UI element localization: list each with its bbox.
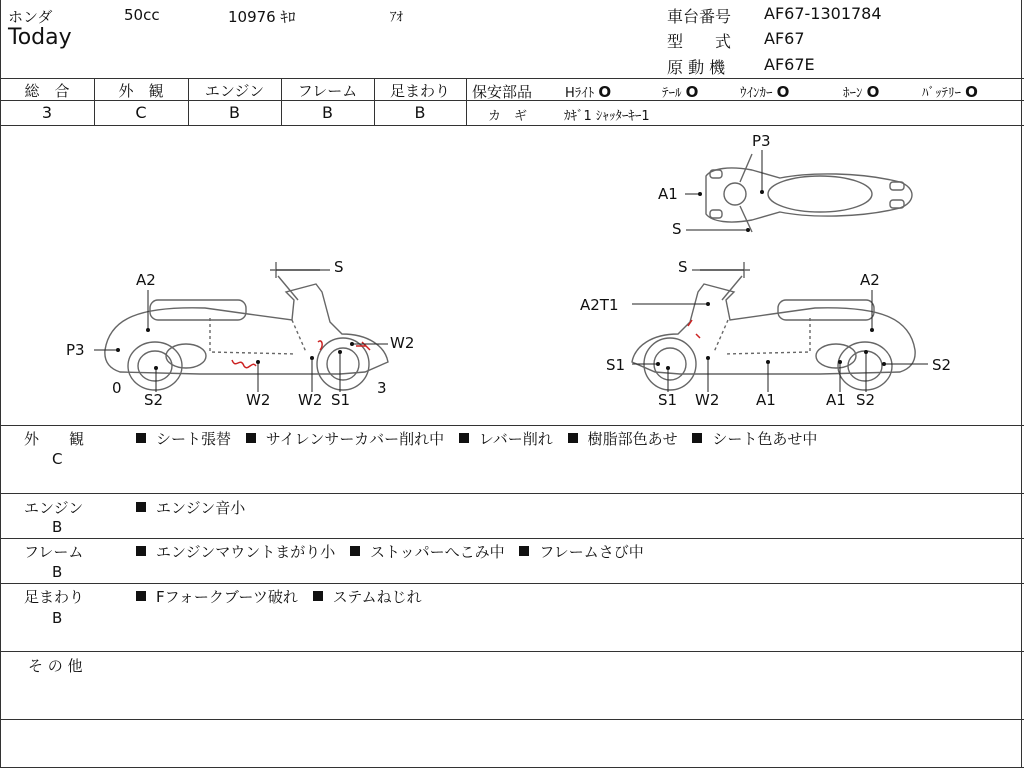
safety-horn: ﾎｰﾝ O	[843, 83, 880, 101]
chassis-label: 車台番号	[667, 7, 732, 26]
left-label-s2: S2	[144, 391, 164, 409]
note-suspension-grade: B	[52, 609, 63, 627]
model-name: Today	[8, 25, 72, 50]
right-label-s2: S2	[856, 391, 876, 409]
left-label-p3: P3	[66, 341, 85, 359]
note-other-category: そ の 他	[28, 657, 83, 675]
engine-label: 原 動 機	[667, 58, 726, 77]
grade-engine-label: エンジン	[204, 82, 265, 100]
top-label-a1: A1	[658, 185, 678, 203]
bullet-square-icon	[136, 546, 146, 556]
top-label-s: S	[672, 220, 682, 238]
note-item: サイレンサーカバー削れ中	[265, 430, 445, 448]
key-label: カ ギ	[488, 109, 528, 124]
top-label-p3: P3	[752, 132, 771, 150]
note-engine-category: エンジン	[24, 499, 84, 517]
right-label-a1: A1	[756, 391, 776, 409]
left-label-3: 3	[377, 379, 387, 397]
note-item: シート張替	[156, 430, 232, 448]
note-exterior-grade: C	[52, 450, 63, 468]
bullet-square-icon	[350, 546, 360, 556]
right-label-s1-side: S1	[606, 356, 626, 374]
bullet-square-icon	[692, 433, 702, 443]
right-label-w2: W2	[695, 391, 720, 409]
note-item: エンジン音小	[156, 499, 246, 517]
bullet-square-icon	[246, 433, 256, 443]
left-label-w2-a: W2	[246, 391, 271, 409]
note-suspension-category: 足まわり	[24, 588, 85, 606]
safety-taillight: ﾃｰﾙ O	[662, 83, 699, 101]
grade-exterior-label: 外 観	[118, 82, 164, 100]
bullet-square-icon	[136, 502, 146, 512]
grade-overall-label: 総 合	[24, 82, 70, 100]
safety-headlight: Hﾗｲﾄ O	[565, 83, 612, 101]
note-item: ステムねじれ	[332, 588, 422, 606]
left-label-a2: A2	[136, 271, 156, 289]
note-item: Fフォークブーツ破れ	[156, 588, 298, 606]
grade-engine-value: B	[229, 103, 240, 122]
grade-frame-label: フレーム	[297, 82, 358, 100]
displacement: 50cc	[124, 6, 160, 24]
grade-suspension-label: 足まわり	[389, 82, 450, 100]
mileage: 10976 ｷﾛ	[228, 8, 296, 26]
left-label-s: S	[334, 258, 344, 276]
note-item: 樹脂部色あせ	[587, 430, 678, 448]
right-label-s2-side: S2	[932, 356, 952, 374]
top-scooter-drawing	[706, 154, 912, 232]
grade-suspension-value: B	[414, 103, 426, 122]
bullet-square-icon	[136, 433, 146, 443]
note-item: レバー削れ	[478, 430, 553, 448]
grade-overall-value: 3	[41, 103, 53, 122]
right-label-a1-b: A1	[826, 391, 846, 409]
note-engine-items	[136, 497, 245, 518]
note-frame-category: フレーム	[24, 543, 84, 561]
note-item: エンジンマウントまがり小	[156, 543, 336, 561]
grade-frame-value: B	[322, 103, 333, 122]
engine-value: AF67E	[764, 55, 815, 74]
note-exterior-items	[136, 428, 817, 449]
right-label-s: S	[678, 258, 688, 276]
note-item: ストッパーへこみ中	[370, 543, 505, 561]
bullet-square-icon	[459, 433, 469, 443]
bullet-square-icon	[568, 433, 578, 443]
right-label-a2: A2	[860, 271, 880, 289]
chassis-value: AF67-1301784	[764, 4, 882, 23]
left-label-w2-b: W2	[298, 391, 323, 409]
color: ｱｵ	[390, 10, 403, 25]
safety-label: 保安部品	[472, 83, 533, 101]
bullet-square-icon	[136, 591, 146, 601]
note-suspension-items	[136, 586, 422, 607]
right-label-a2t1: A2T1	[580, 296, 619, 314]
note-engine-grade: B	[52, 518, 63, 536]
note-exterior-category: 外 観	[24, 430, 85, 448]
left-label-w2-side: W2	[390, 334, 415, 352]
safety-winker: ｳｲﾝｶｰ O	[740, 83, 790, 101]
type-value: AF67	[764, 29, 805, 48]
note-frame-grade: B	[52, 563, 63, 581]
note-item: シート色あせ中	[712, 430, 818, 448]
bullet-square-icon	[313, 591, 323, 601]
maker-name: ホンダ	[8, 8, 53, 26]
bullet-square-icon	[519, 546, 529, 556]
safety-battery: ﾊﾞｯﾃﾘｰ O	[922, 83, 978, 101]
left-label-0: 0	[112, 379, 122, 397]
key-value: ｶｷﾞ1 ｼｬｯﾀｰｷｰ1	[564, 109, 650, 124]
type-label: 型 式	[667, 32, 732, 51]
right-label-s1: S1	[658, 391, 678, 409]
note-item: フレームさび中	[539, 543, 644, 561]
note-frame-items	[136, 541, 644, 562]
left-label-s1: S1	[331, 391, 351, 409]
grade-exterior-value: C	[135, 103, 147, 122]
